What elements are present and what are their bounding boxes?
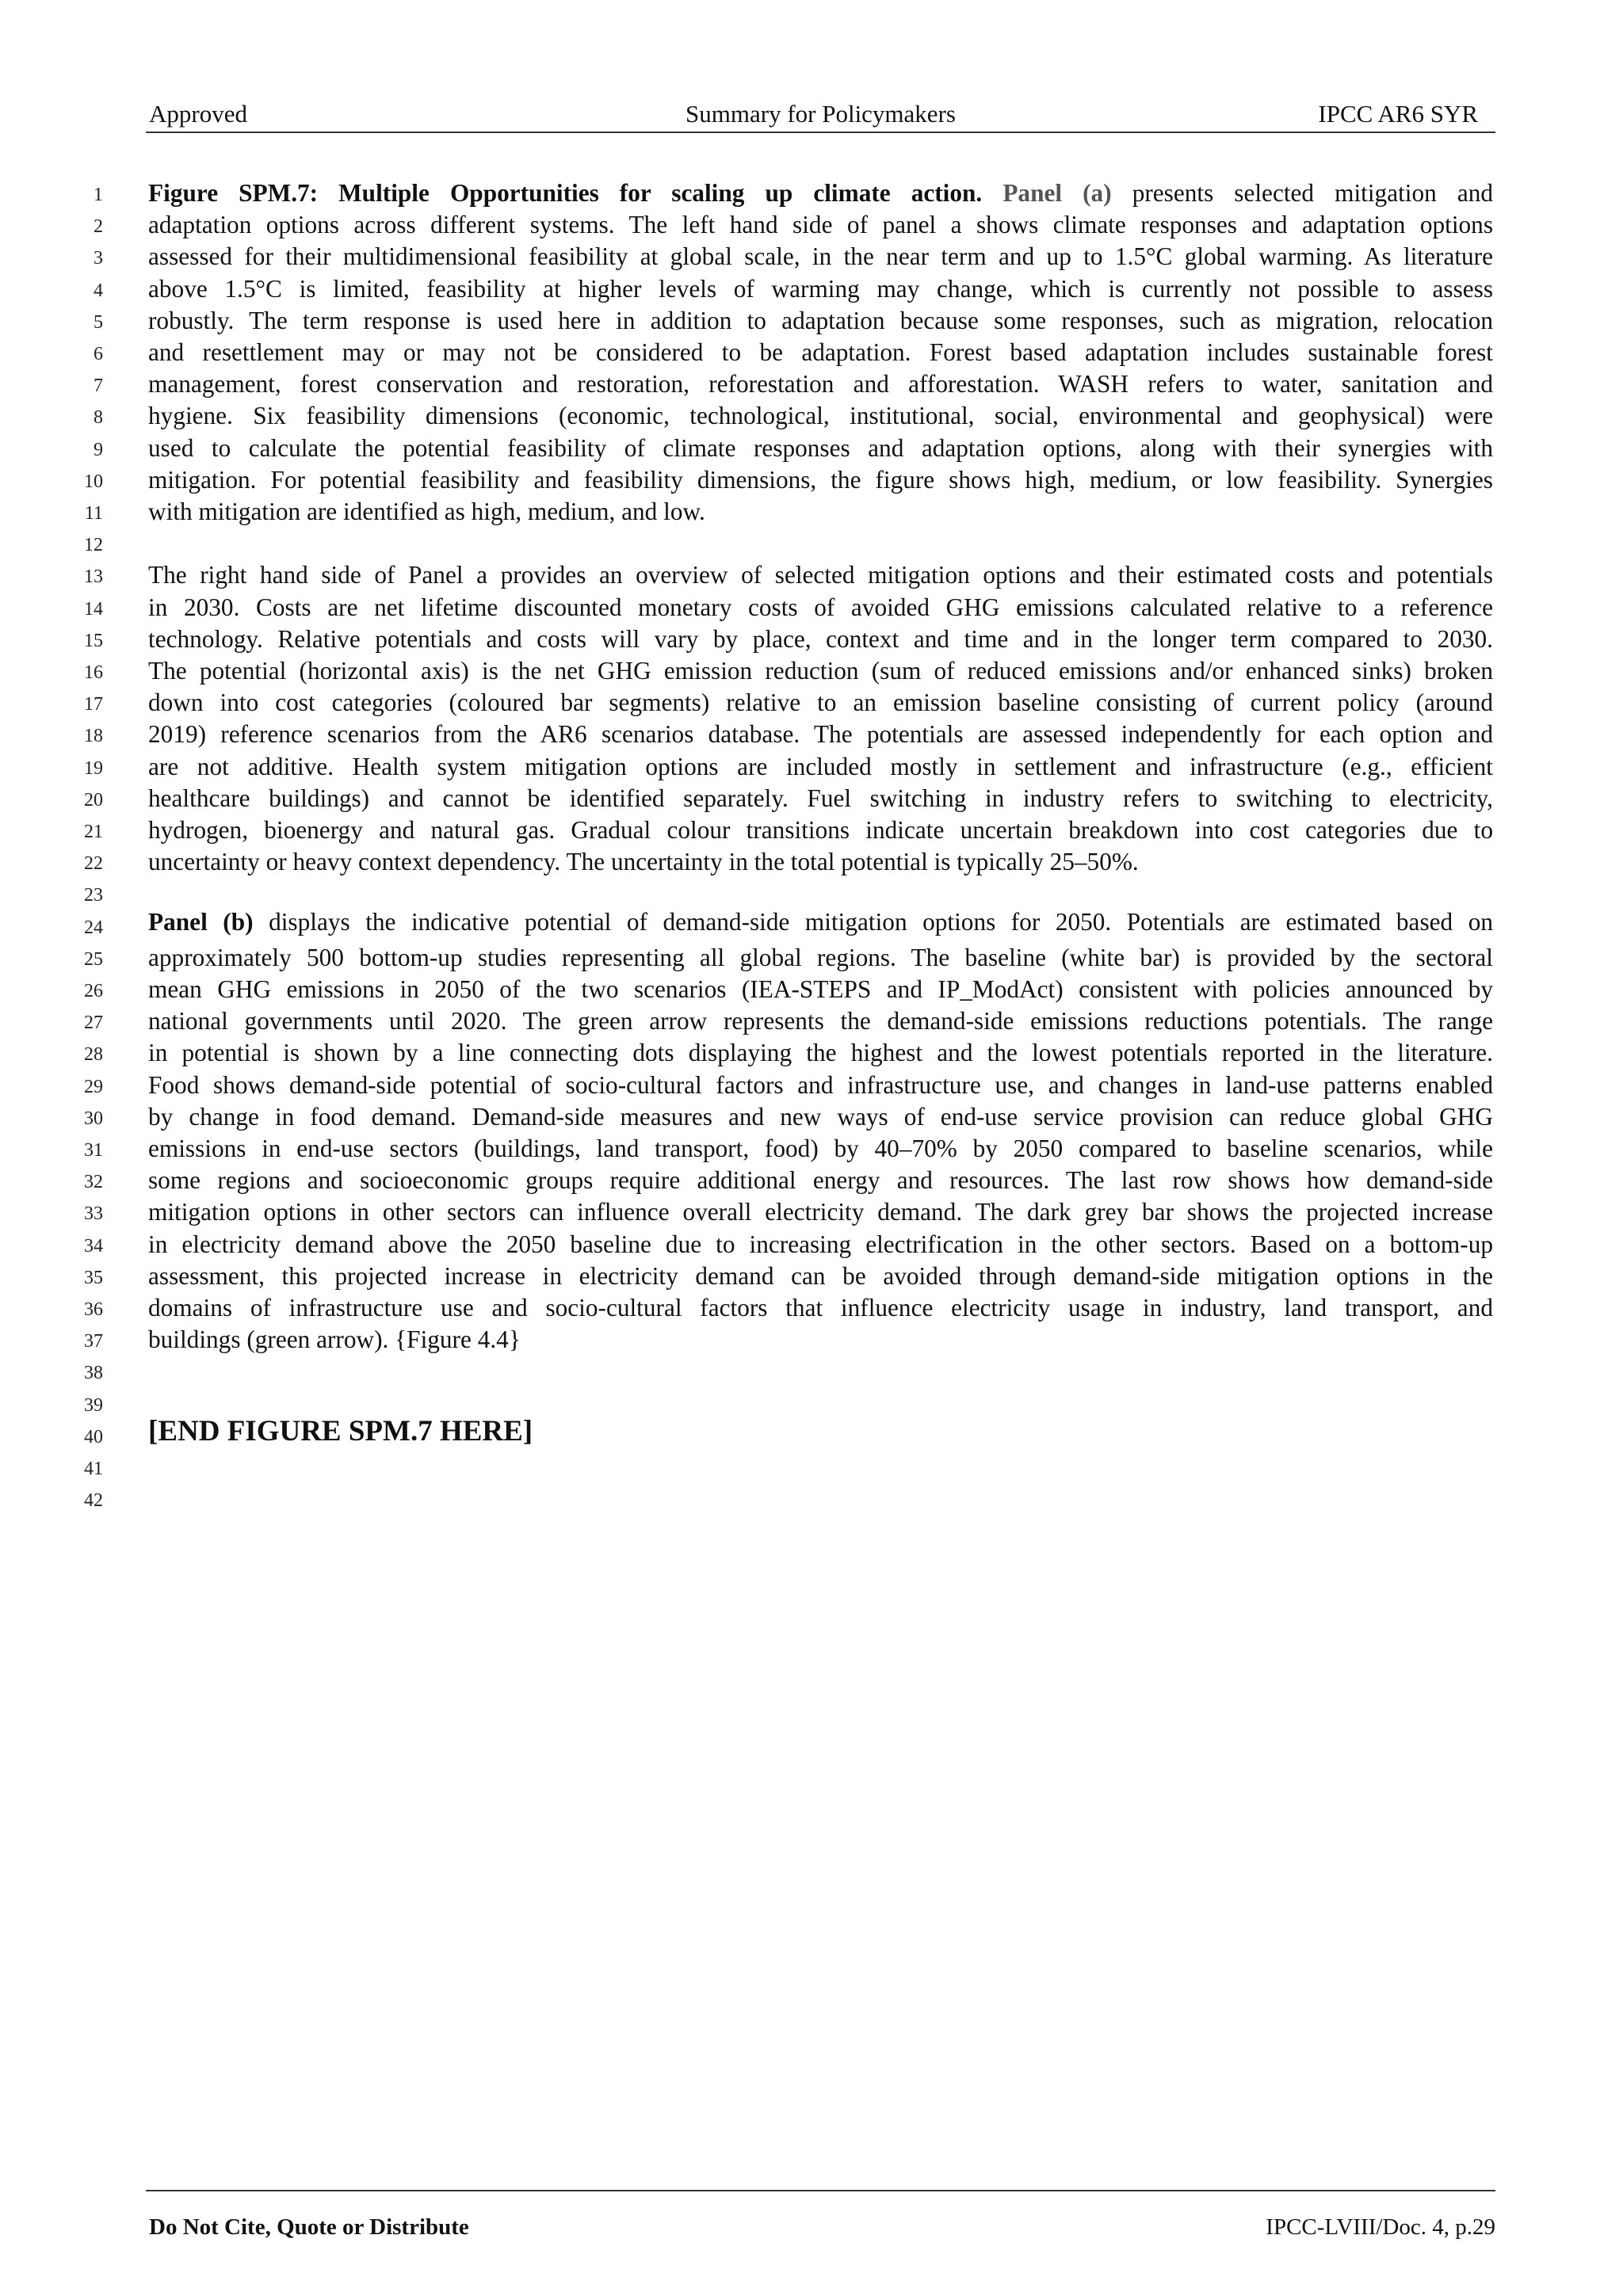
body-line bbox=[148, 908, 1493, 936]
header-center: Summary for Policymakers bbox=[685, 100, 956, 128]
line-number: 5 bbox=[94, 311, 103, 333]
line-number: 9 bbox=[94, 439, 103, 460]
body-line: in electricity demand above the 2050 baseline due to increasing electrification in the other sectors. Based on a bottom-up bbox=[148, 1230, 1493, 1258]
body-line: technology. Relative potentials and costs will vary by place, context and time and in the longer term compared to 2030. bbox=[148, 624, 1493, 653]
line-number: 24 bbox=[84, 917, 103, 938]
line-number: 38 bbox=[84, 1363, 103, 1384]
body-line: approximately 500 bottom-up studies representing all global regions. The baseline (white bar) is provided by the sectoral bbox=[148, 943, 1493, 971]
line-number: 15 bbox=[84, 630, 103, 651]
body-line: domains of infrastructure use and socio-cultural factors that influence electricity usage in industry, land transport, and bbox=[148, 1294, 1493, 1322]
panel-a-label: Panel (a) bbox=[1002, 179, 1112, 207]
line-number: 40 bbox=[84, 1426, 103, 1447]
body-line: with mitigation are identified as high, medium, and low. bbox=[148, 498, 705, 525]
caption-text: displays the indicative potential of demand-side mitigation options for 2050. Potentials are estimated based on bbox=[269, 908, 1493, 936]
line-number: 25 bbox=[84, 948, 103, 970]
line-number: 19 bbox=[84, 757, 103, 779]
line-number: 20 bbox=[84, 789, 103, 810]
body-line: mean GHG emissions in 2050 of the two scenarios (IEA-STEPS and IP_ModAct) consistent with policies announced by bbox=[148, 975, 1493, 1003]
body-line: mitigation options in other sectors can influence overall electricity demand. The dark grey bar shows the projected increase bbox=[148, 1198, 1493, 1226]
body-line bbox=[148, 179, 1493, 208]
line-number: 31 bbox=[84, 1140, 103, 1161]
caption-text: presents selected mitigation and bbox=[1132, 179, 1494, 207]
line-number: 4 bbox=[94, 280, 103, 301]
line-number: 27 bbox=[84, 1013, 103, 1034]
panel-b-label: Panel (b) bbox=[148, 908, 254, 936]
line-number: 23 bbox=[84, 885, 103, 906]
body-line: The right hand side of Panel a provides an overview of selected mitigation options and their estimated costs and potentials bbox=[148, 561, 1493, 589]
body-line: by change in food demand. Demand-side measures and new ways of end-use service provision can reduce global GHG bbox=[148, 1102, 1493, 1131]
body-line: hygiene. Six feasibility dimensions (economic, technological, institutional, social, environmental and geophysical) were bbox=[148, 402, 1493, 430]
line-number: 42 bbox=[84, 1490, 103, 1512]
body-line: assessed for their multidimensional feasibility at global scale, in the near term and up to 1.5°C global warming. As literature bbox=[148, 242, 1493, 271]
line-number: 35 bbox=[84, 1267, 103, 1288]
body-line: national governments until 2020. The green arrow represents the demand-side emissions reductions potentials. The range bbox=[148, 1007, 1493, 1035]
body-line: some regions and socioeconomic groups require additional energy and resources. The last row shows how demand-side bbox=[148, 1166, 1493, 1195]
body-line: in 2030. Costs are net lifetime discounted monetary costs of avoided GHG emissions calculated relative to a reference bbox=[148, 593, 1493, 621]
line-number: 32 bbox=[84, 1172, 103, 1193]
line-number: 2 bbox=[94, 216, 103, 238]
body-line: mitigation. For potential feasibility and feasibility dimensions, the figure shows high, medium, or low feasibility. Synergies bbox=[148, 465, 1493, 494]
body-line: adaptation options across different systems. The left hand side of panel a shows climate responses and adaptation options bbox=[148, 211, 1493, 239]
line-number: 30 bbox=[84, 1108, 103, 1129]
body-line: uncertainty or heavy context dependency. The uncertainty in the total potential is typically 25–50%. bbox=[148, 848, 1139, 876]
line-number: 39 bbox=[84, 1394, 103, 1416]
page-footer bbox=[146, 2190, 1495, 2240]
line-number: 6 bbox=[94, 344, 103, 364]
line-number: 29 bbox=[84, 1076, 103, 1097]
line-number: 3 bbox=[94, 248, 103, 269]
line-number: 18 bbox=[84, 726, 103, 747]
line-number: 12 bbox=[84, 535, 103, 556]
body-line: healthcare buildings) and cannot be identified separately. Fuel switching in industry refers to switching to electricity, bbox=[148, 784, 1493, 812]
figure-caption-title: Figure SPM.7: Multiple Opportunities for scaling up climate action. bbox=[148, 179, 983, 207]
body-line: 2019) reference scenarios from the AR6 scenarios database. The potentials are assessed independently for each option and bbox=[148, 720, 1493, 749]
line-number: 28 bbox=[84, 1044, 103, 1066]
body-line: buildings (green arrow). {Figure 4.4} bbox=[148, 1325, 521, 1354]
body-line: assessment, this projected increase in electricity demand can be avoided through demand-side mitigation options in the bbox=[148, 1261, 1493, 1290]
line-number: 33 bbox=[84, 1203, 103, 1225]
line-number: 26 bbox=[84, 981, 103, 1001]
line-number: 37 bbox=[84, 1331, 103, 1352]
page-header bbox=[146, 100, 1495, 133]
line-number: 11 bbox=[84, 503, 103, 524]
line-number: 16 bbox=[84, 662, 103, 683]
line-number: 14 bbox=[84, 598, 103, 620]
body-line: management, forest conservation and restoration, reforestation and afforestation. WASH refers to water, sanitation and bbox=[148, 370, 1493, 399]
line-number: 10 bbox=[84, 471, 103, 492]
header-right: IPCC AR6 SYR bbox=[1318, 100, 1478, 128]
body-line: above 1.5°C is limited, feasibility at higher levels of warming may change, which is currently not possible to assess bbox=[148, 274, 1493, 303]
body-line: used to calculate the potential feasibility of climate responses and adaptation options, along with their synergies with bbox=[148, 433, 1493, 462]
footer-left: Do Not Cite, Quote or Distribute bbox=[149, 2214, 469, 2240]
line-number: 7 bbox=[94, 376, 103, 397]
footer-right: IPCC-LVIII/Doc. 4, p.29 bbox=[1266, 2214, 1495, 2240]
line-number: 1 bbox=[94, 185, 103, 205]
body-line: hydrogen, bioenergy and natural gas. Gradual colour transitions indicate uncertain breakdown into cost categories due to bbox=[148, 816, 1493, 844]
line-number: 41 bbox=[84, 1459, 103, 1479]
line-number: 22 bbox=[84, 853, 103, 875]
body-line: down into cost categories (coloured bar segments) relative to an emission baseline consisting of current policy (around bbox=[148, 688, 1493, 717]
header-left: Approved bbox=[149, 100, 247, 128]
line-number: 21 bbox=[84, 822, 103, 842]
body-line: in potential is shown by a line connecting dots displaying the highest and the lowest potentials reported in the literature. bbox=[148, 1039, 1493, 1067]
line-number: 8 bbox=[94, 407, 103, 429]
body-line: emissions in end-use sectors (buildings, land transport, food) by 40–70% by 2050 compared to baseline scenarios, while bbox=[148, 1135, 1493, 1162]
end-figure-marker: [END FIGURE SPM.7 HERE] bbox=[148, 1415, 533, 1447]
line-number: 17 bbox=[84, 694, 103, 715]
body-line: are not additive. Health system mitigation options are included mostly in settlement and infrastructure (e.g., efficient bbox=[148, 752, 1493, 780]
body-line: Food shows demand-side potential of socio-cultural factors and infrastructure use, and changes in land-use patterns enabled bbox=[148, 1070, 1493, 1099]
body-line: robustly. The term response is used here in addition to adaptation because some responses, such as migration, relocation bbox=[148, 306, 1493, 334]
line-number: 34 bbox=[84, 1235, 103, 1257]
body-line: and resettlement may or may not be considered to be adaptation. Forest based adaptation includes sustainable forest bbox=[148, 338, 1493, 366]
body-line: The potential (horizontal axis) is the net GHG emission reduction (sum of reduced emissions and/or enhanced sinks) broken bbox=[148, 657, 1493, 685]
line-number: 13 bbox=[84, 566, 103, 588]
line-number: 36 bbox=[84, 1299, 103, 1320]
